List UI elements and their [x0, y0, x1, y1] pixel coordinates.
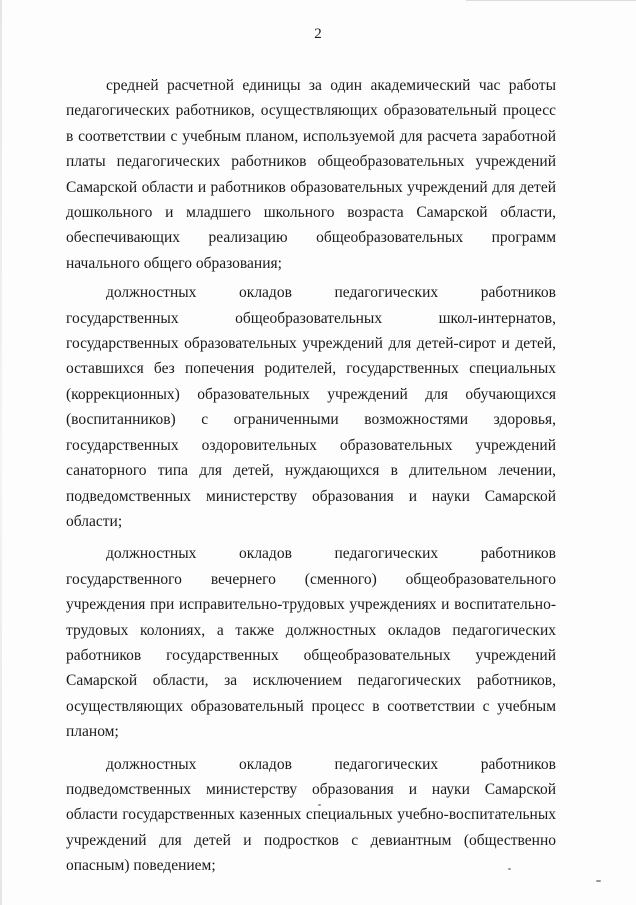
- document-body: [66, 73, 556, 883]
- scan-speck: [318, 804, 321, 806]
- scan-speck: [508, 868, 511, 870]
- scan-left-edge: [0, 0, 2, 905]
- paragraph-2: должностных окладов педагогических работников государственных общеобразовательных школ-интернатов, государственных образовательных учреждений для детей-сирот и детей, оставшихся без попечения родителей, государственных специальных (коррекционных) образовательных учреждений для обучающихся (воспитанников) с ограниченными возможностями здоровья, государственных оздоровительных образовательных учреждений санаторного типа для детей, нуждающихся в длительном лечении, подведомственных министерству образования и науки Самарской области;: [66, 284, 556, 530]
- paragraph-1: средней расчетной единицы за один академический час работы педагогических работников, осуществляющих образовательный процесс в соответствии с учебным планом, используемой для расчета заработной платы педагогических работников общеобразовательных учреждений Самарской области и работников образовательных учреждений для детей дошкольного и младшего школьного возраста Самарской области, обеспечивающих реализацию общеобразовательных программ начального общего образования;: [66, 77, 556, 272]
- paragraph-3: должностных окладов педагогических работников государственного вечернего (сменного) общеобразовательного учреждения при исправительно-трудовых учреждениях и воспитательно-трудовых колониях, а также должностных окладов педагогических работников государственных общеобразовательных учреждений Самарской области, за исключением педагогических работников, осуществляющих образовательный процесс в соответствии с учебным планом;: [66, 545, 556, 741]
- page-number: 2: [314, 26, 322, 42]
- scan-speck: [596, 880, 601, 882]
- paragraph-4: должностных окладов педагогических работников подведомственных министерству образования и науки Самарской области государственных казенных специальных учебно-воспитательных учреждений для детей и подростков с девиантным (общественно опасным) поведением;: [66, 755, 556, 875]
- scan-top-edge: [466, 0, 636, 1]
